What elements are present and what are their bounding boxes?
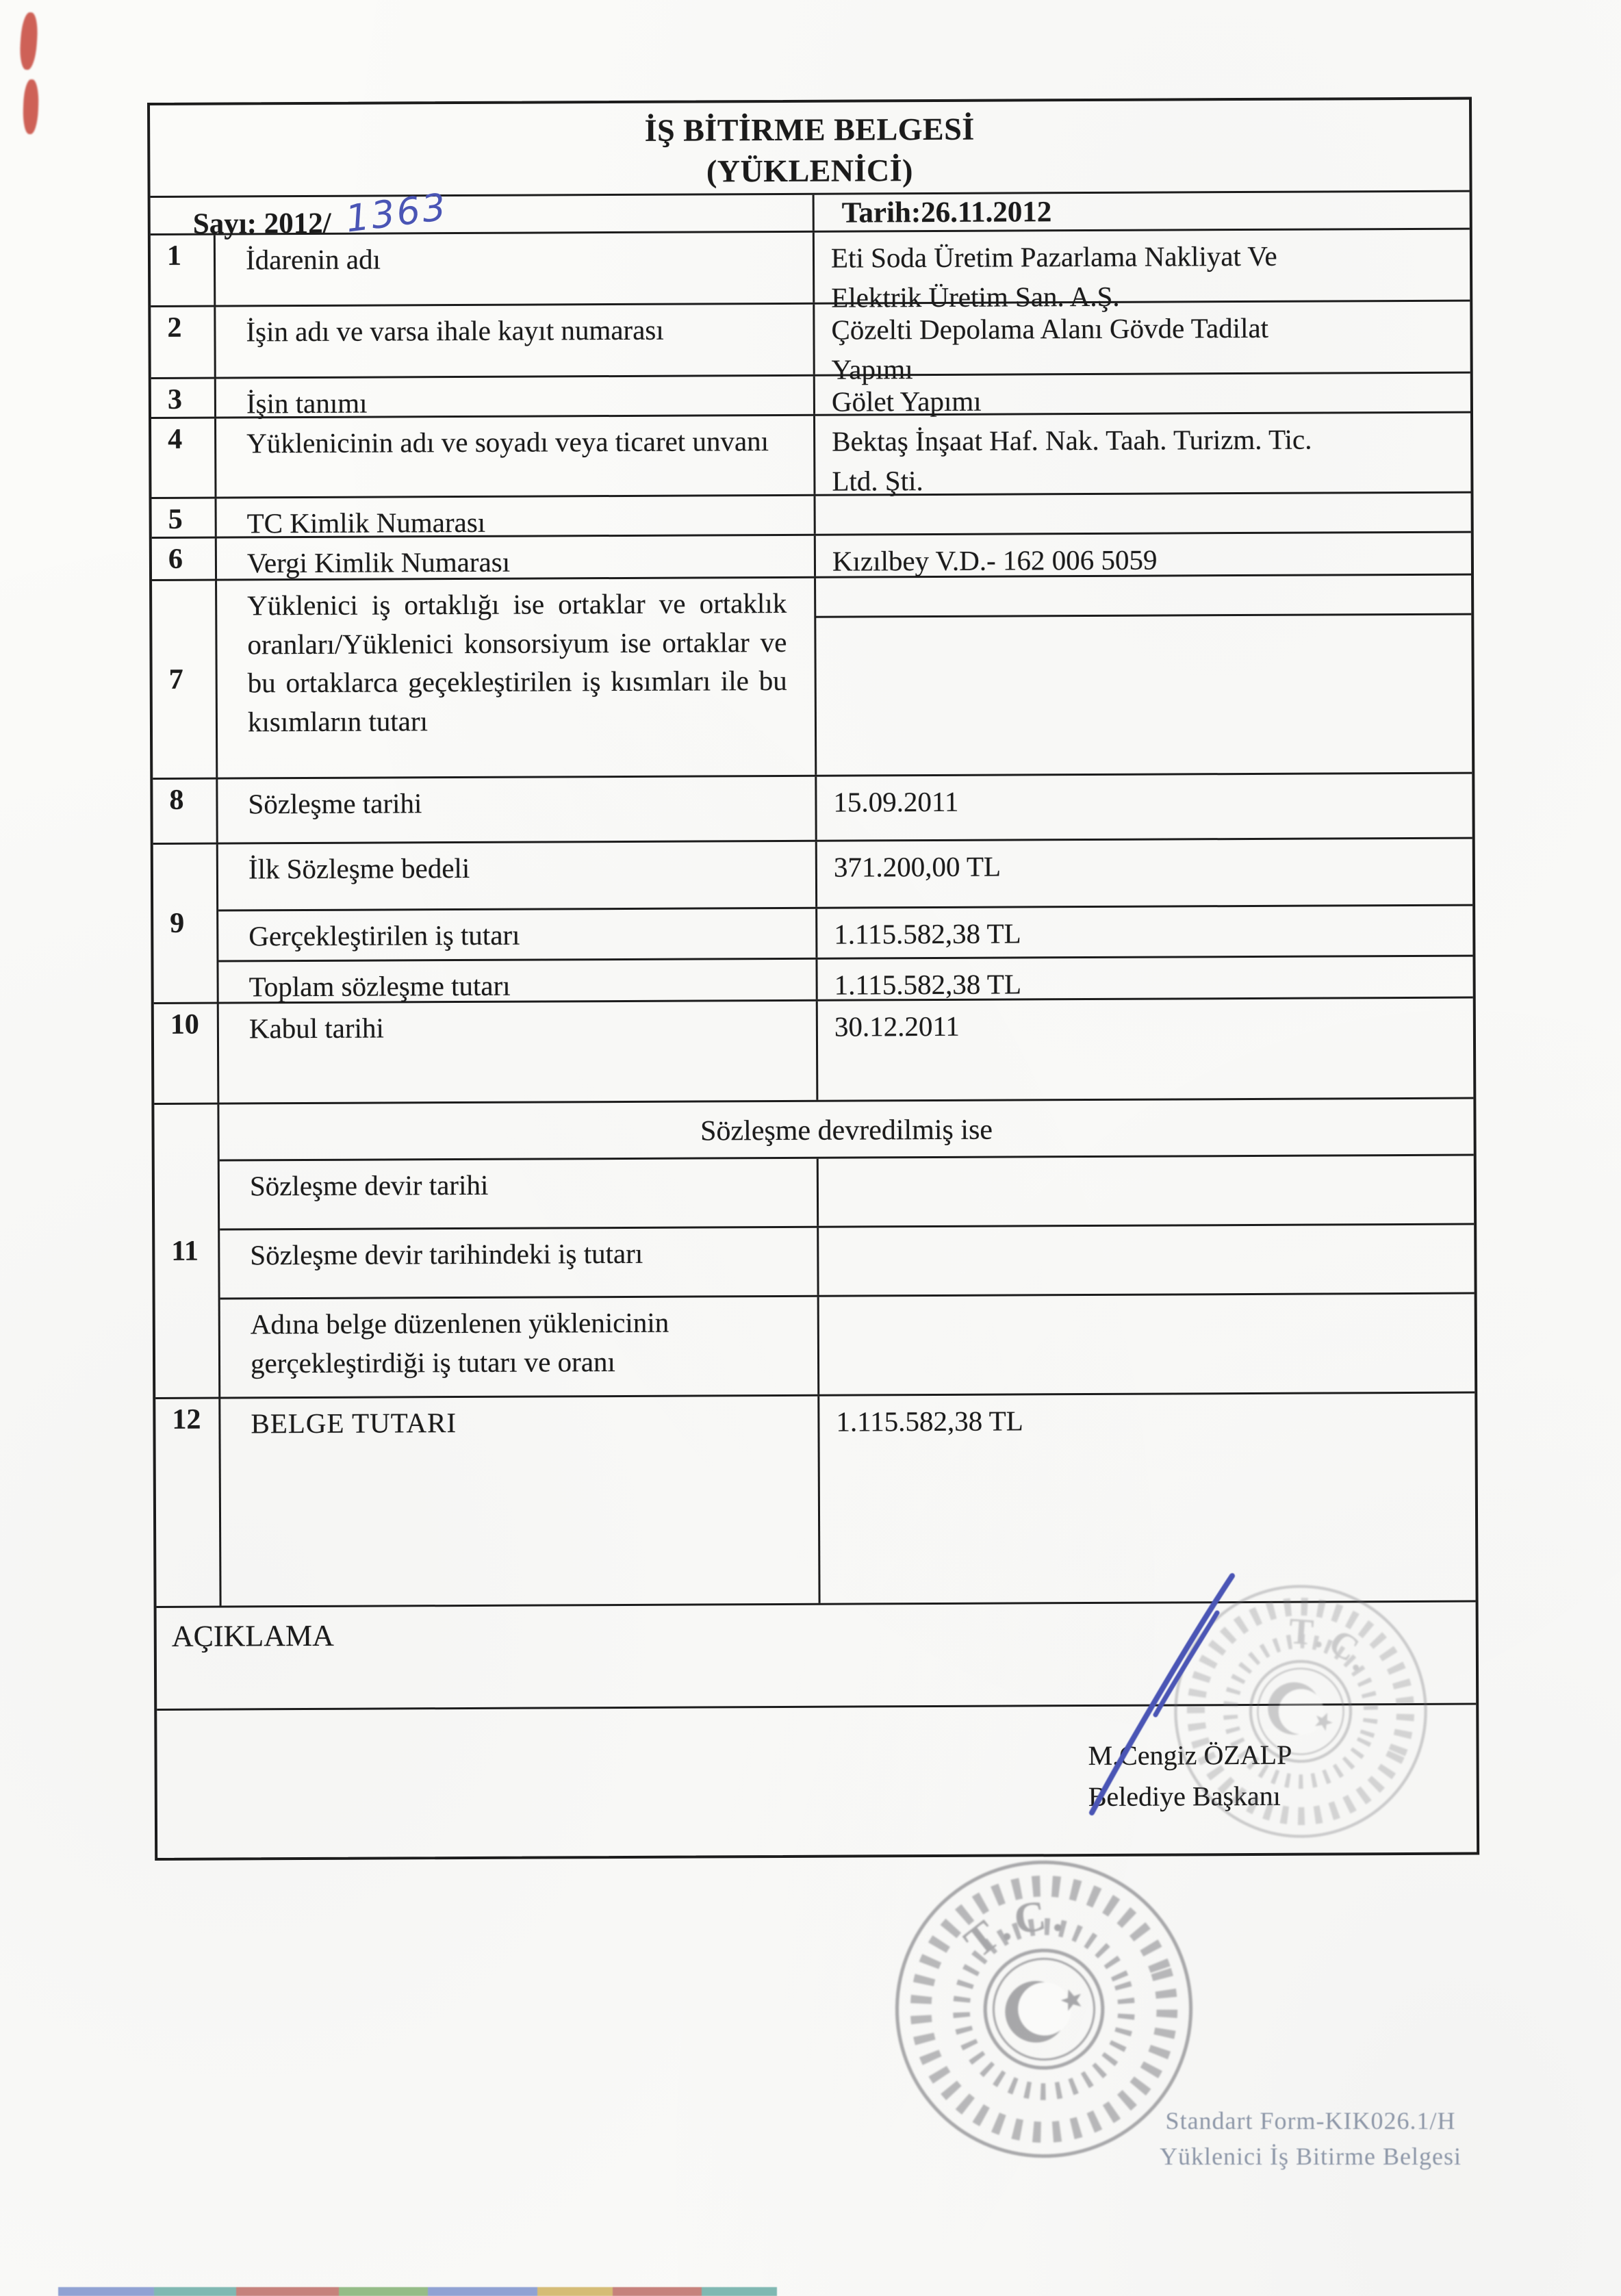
value-line: Çözelti Depolama Alanı Gövde Tadilat	[831, 311, 1269, 346]
subrow-adina-belge	[220, 1294, 1475, 1397]
table-row-7	[152, 576, 1472, 780]
row-value: Gölet Yapımı	[831, 385, 982, 418]
row-label: BELGE TUTARI	[220, 1396, 820, 1606]
row-label: Sözleşme tarihi	[218, 777, 817, 843]
sayi-handwritten-number: 1363	[342, 185, 450, 241]
footer-line-2: Yüklenici İş Bitirme Belgesi	[1160, 2143, 1462, 2171]
table-row-1	[151, 230, 1470, 314]
row-number: 1	[151, 235, 216, 305]
table-row-4	[151, 413, 1470, 499]
table-row-11-group	[154, 1099, 1475, 1399]
row-value-empty	[816, 576, 1472, 775]
row-number: 6	[152, 539, 217, 579]
row-value-empty	[819, 1156, 1474, 1225]
row-value: 371.200,00 TL	[833, 850, 1001, 883]
row-label: Yüklenici iş ortaklığı ise ortaklar ve ortaklık oranları/Yüklenici konsorsiyum ise ortaklar ve bu ortaklarca geçekleştirilen iş kısımları ile bu kısımların tutarı	[217, 578, 817, 778]
subrow-devir-tarihindeki-tutar	[220, 1225, 1474, 1299]
table-row-6	[152, 533, 1471, 581]
footer-line-1: Standart Form-KIK026.1/H	[1165, 2107, 1456, 2134]
row-11-subrows	[219, 1099, 1475, 1397]
row-value: Kızılbey V.D.- 162 006 5059	[832, 544, 1158, 577]
row-number: 5	[152, 499, 217, 537]
sayi-cell	[151, 185, 815, 241]
row-label: Vergi Kimlik Numarası	[217, 536, 816, 579]
aciklama-label: AÇIKLAMA	[171, 1618, 334, 1653]
title-line-2: (YÜKLENİCİ)	[706, 153, 914, 189]
row-number: 8	[153, 780, 218, 843]
row-number: 11	[154, 1105, 220, 1397]
tarih-cell: Tarih:26.11.2012	[841, 196, 1052, 229]
row-value-empty	[819, 1225, 1474, 1294]
value-line: Bektaş İnşaat Haf. Nak. Taah. Turizm. Tic.	[832, 423, 1312, 457]
row-value: 1.115.582,38 TL	[834, 968, 1022, 1001]
row-value-empty	[819, 1294, 1475, 1394]
value-line: Eti Soda Üretim Pazarlama Nakliyat Ve	[830, 240, 1277, 274]
value-line: Yapımı	[831, 353, 913, 385]
form-title	[150, 100, 1470, 196]
row-label: Kabul tarihi	[219, 1002, 819, 1103]
cell-divider-line	[815, 613, 1471, 618]
red-scan-mark	[18, 12, 39, 70]
row-value: 15.09.2011	[833, 785, 959, 818]
row-label: Adına belge düzenlenen yüklenicinin gerçekleştirdiği iş tutarı ve oranı	[220, 1297, 820, 1397]
pen-signature	[1068, 1568, 1260, 1821]
row-label: Sözleşme devir tarihindeki iş tutarı	[220, 1228, 819, 1298]
row-value: 30.12.2011	[834, 1010, 960, 1043]
row-value-empty	[816, 494, 1471, 534]
subrow-gerceklesen-tutar	[218, 906, 1472, 962]
row-number: 7	[152, 581, 218, 778]
row-number: 10	[154, 1004, 220, 1103]
row-label: İlk Sözleşme bedeli	[218, 842, 817, 910]
title-line-1: İŞ BİTİRME BELGESİ	[644, 111, 975, 148]
sayi-tarih-row	[151, 185, 1470, 241]
table-row-5	[152, 494, 1471, 539]
row-label: Sözleşme devir tarihi	[220, 1158, 819, 1228]
row-label: Yüklenicinin adı ve soyadı veya ticaret unvanı	[216, 416, 815, 497]
value-line: Elektrik Üretim San. A.Ş.	[831, 281, 1120, 314]
row-value: 1.115.582,38 TL	[834, 917, 1021, 950]
footer-form-id	[1160, 2103, 1462, 2174]
row-value	[815, 302, 1470, 385]
table-row-10	[154, 999, 1474, 1105]
row-number: 9	[153, 845, 219, 1002]
subrow-ilk-sozlesme	[218, 839, 1472, 912]
signer-name: M.Cengiz ÖZALP	[1088, 1739, 1292, 1772]
table-row-3	[151, 374, 1470, 419]
title-row	[150, 100, 1470, 198]
row-value: 1.115.582,38 TL	[836, 1405, 1023, 1438]
scan-edge-strip	[58, 2287, 777, 2296]
row-label: İşin adı ve varsa ihale kayıt numarası	[216, 305, 815, 377]
sozlesme-devredilmis-header: Sözleşme devredilmiş ise	[219, 1099, 1473, 1162]
row-number: 3	[151, 379, 216, 417]
row-label: Gerçekleştirilen iş tutarı	[218, 909, 817, 960]
sayi-label: Sayı: 2012/	[192, 207, 331, 240]
signer-title: Belediye Başkanı	[1088, 1780, 1281, 1813]
row-number: 4	[151, 419, 216, 497]
table-row-8	[153, 774, 1472, 845]
red-scan-mark	[23, 79, 40, 135]
subrow-toplam-tutar	[218, 957, 1472, 1002]
row-value	[815, 413, 1470, 497]
row-value	[815, 230, 1470, 314]
row-label: TC Kimlik Numarası	[217, 496, 816, 537]
table-row-2	[151, 302, 1470, 385]
table-row-9-group	[153, 839, 1473, 1004]
row-number: 2	[151, 307, 216, 377]
subrow-devir-tarihi	[220, 1156, 1474, 1230]
value-line: Ltd. Şti.	[832, 465, 923, 497]
row-label: İşin tanımı	[216, 377, 815, 417]
row-9-subrows	[218, 839, 1473, 1002]
row-number: 12	[155, 1399, 221, 1606]
row-label: Toplam sözleşme tutarı	[218, 960, 817, 1002]
row-label: İdarenin adı	[216, 233, 815, 305]
